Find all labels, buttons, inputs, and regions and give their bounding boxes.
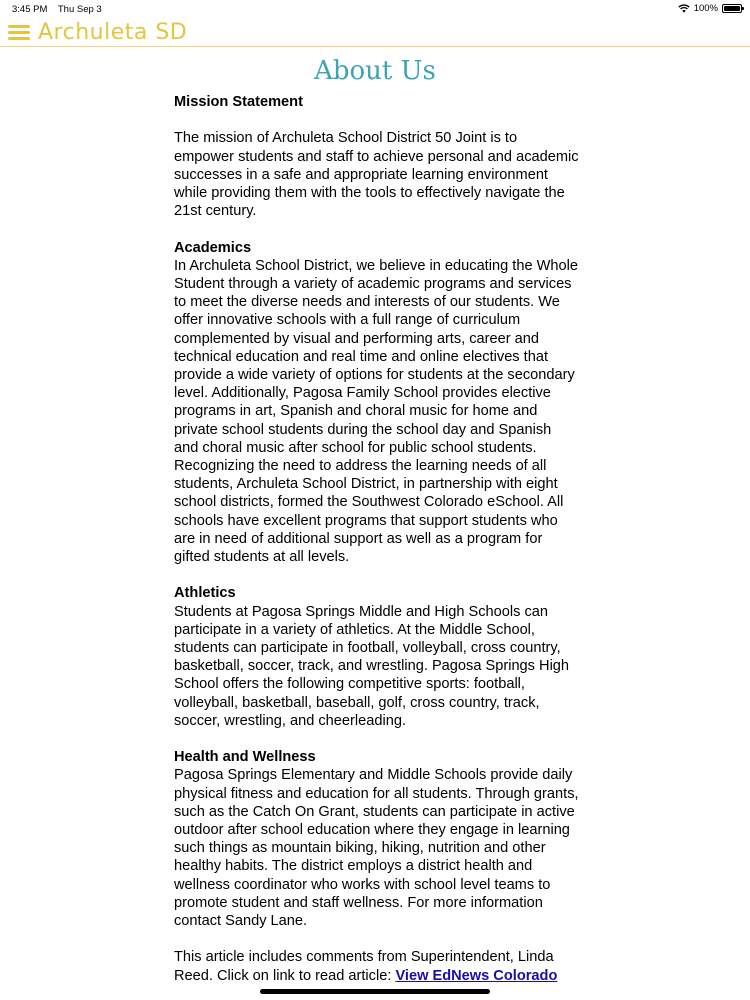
- athletics-body: Students at Pagosa Springs Middle and High Schools can participate in a variety of athletics. At the Middle School, students can participate in football, volleyball, cross country, basketball, soccer, track, and wrestling. Pagosa Springs High School offers the following competitive sports: football, volleyball, basketball, baseball, golf, cross country, track, soccer, wrestling, and cheerleading.: [174, 603, 570, 729]
- article-note-text: This article includes comments from Superintendent, Linda Reed. Click on link to read article:: [174, 949, 554, 984]
- academics-heading: Academics: [174, 239, 252, 256]
- status-right: [678, 3, 742, 14]
- health-heading: Health and Wellness: [174, 749, 316, 766]
- hamburger-menu-icon[interactable]: [8, 23, 32, 41]
- academics-body: In Archuleta School District, we believe in educating the Whole Student through a variety of academic programs and services to meet the diverse needs and interests of our students. We offer innovative schools with a full range of curriculum complemented by visual and performing arts, career and technical education and real time and online electives that provide a wide variety of options for students at the secondary level. Additionally, Pagosa Family School provides elective programs in art, Spanish and choral music for home and private school students during the school day and Spanish and choral music after school for public school students. Recognizing the need to address the learning needs of all students, Archuleta School District, in partnership with eight school districts, formed the Southwest Colorado eSchool. All schools have excellent programs that support students who are in need of additional support as well as a program for gifted students at all levels.: [174, 257, 578, 566]
- battery-icon: [722, 4, 742, 13]
- status-left: [12, 4, 110, 15]
- app-header: [0, 18, 750, 47]
- mission-body: The mission of Archuleta School District 50 Joint is to empower students and staff to achieve personal and academic successes in a safe and appropriate learning environment while providing them with the tools to effectively navigate the 21st century.: [174, 130, 579, 220]
- article-note: [174, 948, 579, 984]
- ednews-link[interactable]: View EdNews Colorado: [395, 967, 558, 984]
- athletics-heading: Athletics: [174, 585, 236, 602]
- status-time: 3:45 PM: [12, 4, 48, 15]
- app-title: Archuleta SD: [38, 19, 188, 45]
- status-date: Thu Sep 3: [57, 4, 102, 15]
- status-bar: [0, 0, 750, 18]
- health-body: Pagosa Springs Elementary and Middle Schools provide daily physical fitness and education for all students. Through grants, such as the Catch On Grant, students can participate in active outdoor after school education where they engage in learning such things as mountain biking, hiking, nutrition and other healthy habits. The district employs a district health and wellness coordinator who works with school level teams to promote student and staff wellness. For more information contact Sandy Lane.: [174, 767, 579, 930]
- mission-heading: Mission Statement: [174, 94, 303, 110]
- page-title: About Us: [314, 56, 436, 86]
- wifi-icon: [678, 4, 690, 13]
- article-content: [174, 93, 579, 985]
- home-indicator: [260, 989, 490, 994]
- battery-percent: 100%: [693, 3, 718, 14]
